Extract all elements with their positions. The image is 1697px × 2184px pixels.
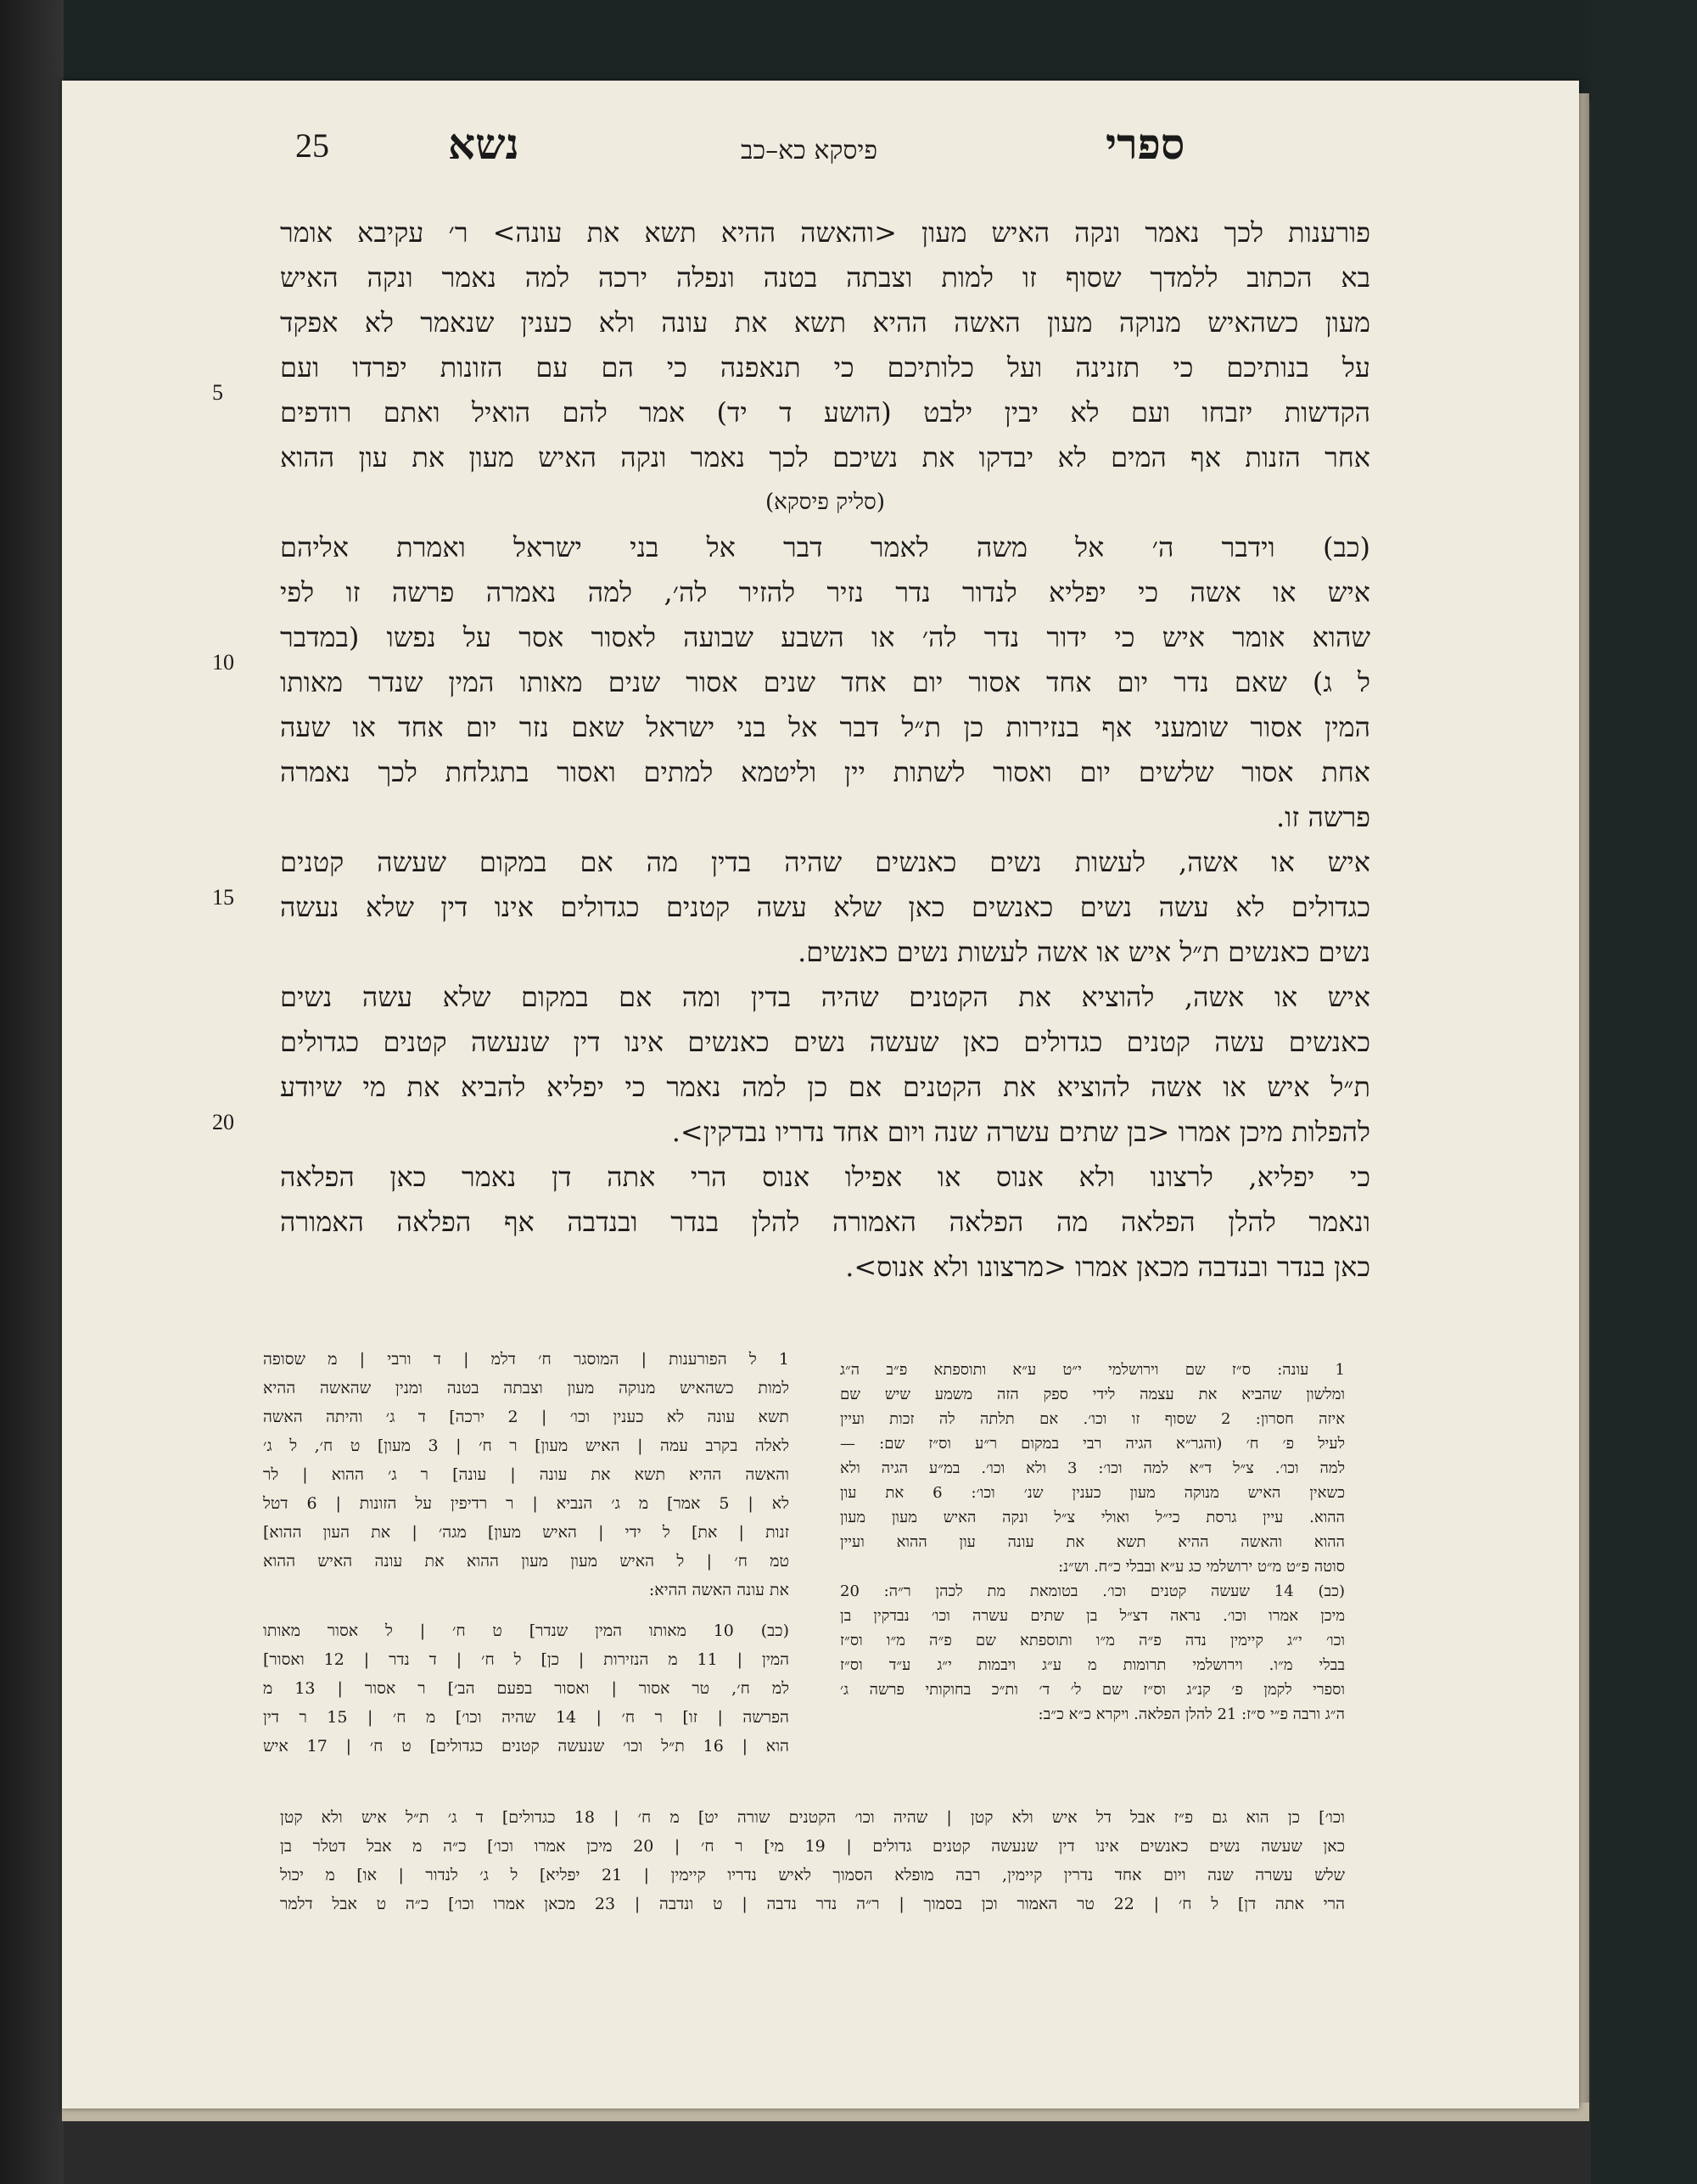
note-line: זנות | את] ל ידי | האיש מעון] מגה׳ | את העון ההוא] [263,1523,789,1542]
note-gap [263,1604,789,1616]
note-line: ההוא והאשה ההיא תשא את עונה עון ההוא ועיין [840,1533,1345,1551]
note-line: למה וכו׳. צ״ל ד״א למה וכו׳: 3 ולא וכו׳. במ״ע הגיה ולא [840,1459,1345,1477]
main-text [280,210,1370,1290]
note-line: ההוא. עיין גרסת כי״ל ואולי צ״ל ונקה האיש מעון מעון [840,1509,1345,1526]
note-line: 1 ל הפורענות | המוסגר ח׳ דלמ | ד ורבי | מ שסופה [263,1350,789,1369]
note-line: למות כשהאיש מנוקה מעון וצבתה בטנה ומנין שהאשה ההיא [263,1379,789,1397]
note-line: ה״ג ורבה פ״י ס״ז: 21 להלן הפלאה. ויקרא כ״א כ״ב: [1038,1705,1345,1723]
text-line: איש או אשה, להוציא את הקטנים שהיה בדין ומה אם במקום שלא עשה נשים [280,981,1370,1013]
text-line: ל ג) שאם נדר יום אחד אסור יום אחד שנים אסור שנים מאותו המין שנדר מאותו [280,666,1370,698]
book-cover-right [1591,0,1697,2184]
text-line: איש או אשה, לעשות נשים כאנשים שהיה בדין מה אם במקום שעשה קטנים [280,846,1370,878]
variant-readings-notes [263,1345,789,1761]
text-line: על בנותיכם כי תזנינה ועל כלותיכם כי תנאפנה כי הם עם הזונות יפרדו ועם [280,351,1370,384]
text-line: נשים כאנשים ת״ל איש או אשה לעשות נשים כאנשים. [798,936,1370,968]
line-number: 20 [212,1110,234,1134]
text-line: איש או אשה כי יפליא לנדור נדר נזיר להזיר לה׳, למה נאמרה פרשה זו לפי [280,576,1370,608]
text-line: כגדולים לא עשה נשים כאנשים כאן שלא עשה קטנים כגדולים אינו דין שלא נעשה [280,891,1370,923]
text-line: (כב) וידבר ה׳ אל משה לאמר דבר אל בני ישראל ואמרת אליהם [280,531,1370,563]
note-line: לאלה בקרב עמה | האיש מעון] ר ח׳ | 3 מעון] ט ח׳, ל ג׳ [263,1436,789,1455]
note-line: וכו׳ י״ג קיימין נדה פ״ה מ״ו ותוספתא שם פ״ה מ״ו וס״ז [840,1632,1345,1649]
note-line: תשא עונה לא כענין וכו׳ | 2 ירכה] ד ג׳ והיתה האשה [263,1408,789,1426]
note-line: לעיל פ׳ ח׳ (והגר״א הגיה רבי במקום ר״ע וס״ז שם: — [840,1435,1345,1453]
note-line: וכו׳] כן הוא גם פ״ז אבל דל איש ולא קטן | שהיה וכו׳ הקטנים שורה יט] מ ח׳ | 18 כגדולים] ד ג׳ ת״ל איש ולא קטן [280,1808,1345,1827]
text-line: להפלות מיכן אמרו <בן שתים עשרה שנה ויום אחד נדריו נבדקין>. [671,1116,1370,1148]
book-spine [0,0,64,2184]
note-line: כשאין האיש מנוקה מעון כענין שנ׳ וכו׳: 6 את עון [840,1484,1345,1502]
note-line: 1 עונה: ס״ז שם וירושלמי י״ט ע״א ותוספתא פ״ב ה״ג [840,1361,1345,1379]
page-number: 25 [295,126,329,165]
note-line: איזה חסרון: 2 שסוף זו וכו׳. אם תלתה לה זכות ועיין [840,1410,1345,1428]
note-line: סוטה פ״ט מ״ט ירושלמי כג ע״א ובבלי כ״ח. וש״נ: [1058,1558,1345,1576]
note-line: מיכן אמרו וכו׳. נראה דצ״ל בן שתים עשרה וכו׳ נבדקין בן [840,1607,1345,1625]
text-line: המין אסור שומעני אף בנזירות כן ת״ל דבר אל בני ישראל שאם נזר יום אחד או שעה [280,711,1370,743]
line-number: 15 [212,885,234,910]
note-line: (כב) 10 מאותו המין שנדר] ט ח׳ | ל אסור מאותו [263,1621,789,1640]
text-line: ת״ל איש או אשה להוציא את הקטנים אם כן למה נאמר כי יפליא להביא את מי שיודע [280,1071,1370,1103]
book-title: ספרי [1106,119,1185,169]
line-number: 10 [212,650,234,675]
text-line: הקדשות יזבחו ועם לא יבין ילבט (הושע ד יד) אמר להם הואיל ואתם רודפים [280,396,1370,428]
section-end-marker: (סליק פיסקא) [765,490,885,515]
note-line: (כב) 14 שעשה קטנים וכו׳. בטומאת מת לכהן ר״ה: 20 [840,1582,1345,1600]
text-line: מעון כשהאיש מנוקה מעון האשה ההיא תשא את עונה ולא כענין שנאמר לא אפקד [280,306,1370,339]
note-line: וספרי לקמן פ׳ קנ״ג וס״ז שם ל׳ ד׳ ות״כ בחוקותי פרשה ג׳ [840,1681,1345,1699]
note-line: ומלשון שהביא את עצמה לידי ספק הזה משמע שיש שם [840,1386,1345,1403]
text-line: פרשה זו. [1276,801,1370,833]
note-line: לא | 5 אמר] מ ג׳ הנביא | ר רדיפין על הזונות | 6 דטל [263,1494,789,1513]
note-line: את עונה האשה ההיא: [648,1581,789,1599]
parasha-title: נשא [448,119,519,169]
text-line: אחת אסור שלשים יום ואסור לשתות יין וליטמא למתים ואסור בתגלחת לכך נאמרה [280,756,1370,788]
variant-readings-notes-continued [280,1803,1345,1918]
text-line: שהוא אומר איש כי ידור נדר לה׳ או השבע שבועה לאסור אסר על נפשו (במדבר [280,621,1370,653]
text-line: בא הכתוב ללמדך שסוף זו למות וצבתה בטנה ונפלה ירכה למה נאמר ונקה האיש [280,261,1370,294]
note-line: שלש עשרה שנה ויום אחד נדרין קיימין, רבה מופלא הסמוך לאיש נדריו קיימין | 21 יפליא] ל ג׳ לנדור | או] מ יכול [280,1866,1345,1884]
text-line: כאן בנדר ובנדבה מכאן אמרו <מרצונו ולא אנוס>. [845,1251,1370,1283]
line-number: 5 [212,380,223,405]
text-line: כי יפליא, לרצונו ולא אנוס או אפילו אנוס הרי אתה דן נאמר כאן הפלאה [280,1161,1370,1193]
text-line: כאנשים עשה קטנים כגדולים כאן שעשה נשים כאנשים אינו דין שנעשה קטנים כגדולים [280,1026,1370,1058]
note-line: בבלי מ״ו. וירושלמי תרומות מ ע״ג ויבמות י״ג ע״ד וס״ז [840,1656,1345,1674]
note-line: למ ח׳, טר אסור | ואסור בפעם הב׳] ר אסור | 13 מ [263,1679,789,1698]
note-line: והאשה ההיא תשא את עונה | עונה] ר ג׳ ההוא | לר [263,1465,789,1484]
text-line: פורענות לכך נאמר ונקה האיש מעון <והאשה ההיא תשא את עונה> ר׳ עקיבא אומר [280,216,1370,249]
text-line: ונאמר להלן הפלאה מה הפלאה האמורה להלן בנדר ובנדבה אף הפלאה האמורה [280,1206,1370,1238]
note-line: המין | 11 מ הנזירות | כן] ל ח׳ | ד נדר | 12 ואסור] [263,1650,789,1669]
section-title: פיסקא כא–כב [741,136,878,165]
note-line: כאן שעשה נשים כאנשים אינו דין שנעשה קטנים גדולים | 19 מי] ר ח׳ | 20 מיכן אמרו וכו׳] כ״ה מ אבל דטלר בן [280,1837,1345,1856]
commentary-notes [840,1358,1345,1727]
text-line: אחר הזנות אף המים לא יבדקו את נשיכם לכך נאמר ונקה האיש מעון את עון ההוא [280,441,1370,473]
note-line: טמ ח׳ | ל האיש מעון מעון ההוא את עונה האיש ההוא [263,1552,789,1571]
note-line: הפרשה | זו] ר ח׳ | 14 שהיה וכו׳] מ ח׳ | 15 ר דין [263,1708,789,1727]
note-line: הרי אתה דן] ל ח׳ | 22 טר האמור וכן בסמוך | ר״ה נדר נדבה | ט ונדבה | 23 מכאן אמרו וכו׳] כ״ה ט אבל דלמר [280,1895,1345,1913]
page-header [62,119,1579,187]
note-line: הוא | 16 ת״ל וכו׳ שנעשה קטנים כגדולים] ט ח׳ | 17 איש [263,1737,789,1756]
